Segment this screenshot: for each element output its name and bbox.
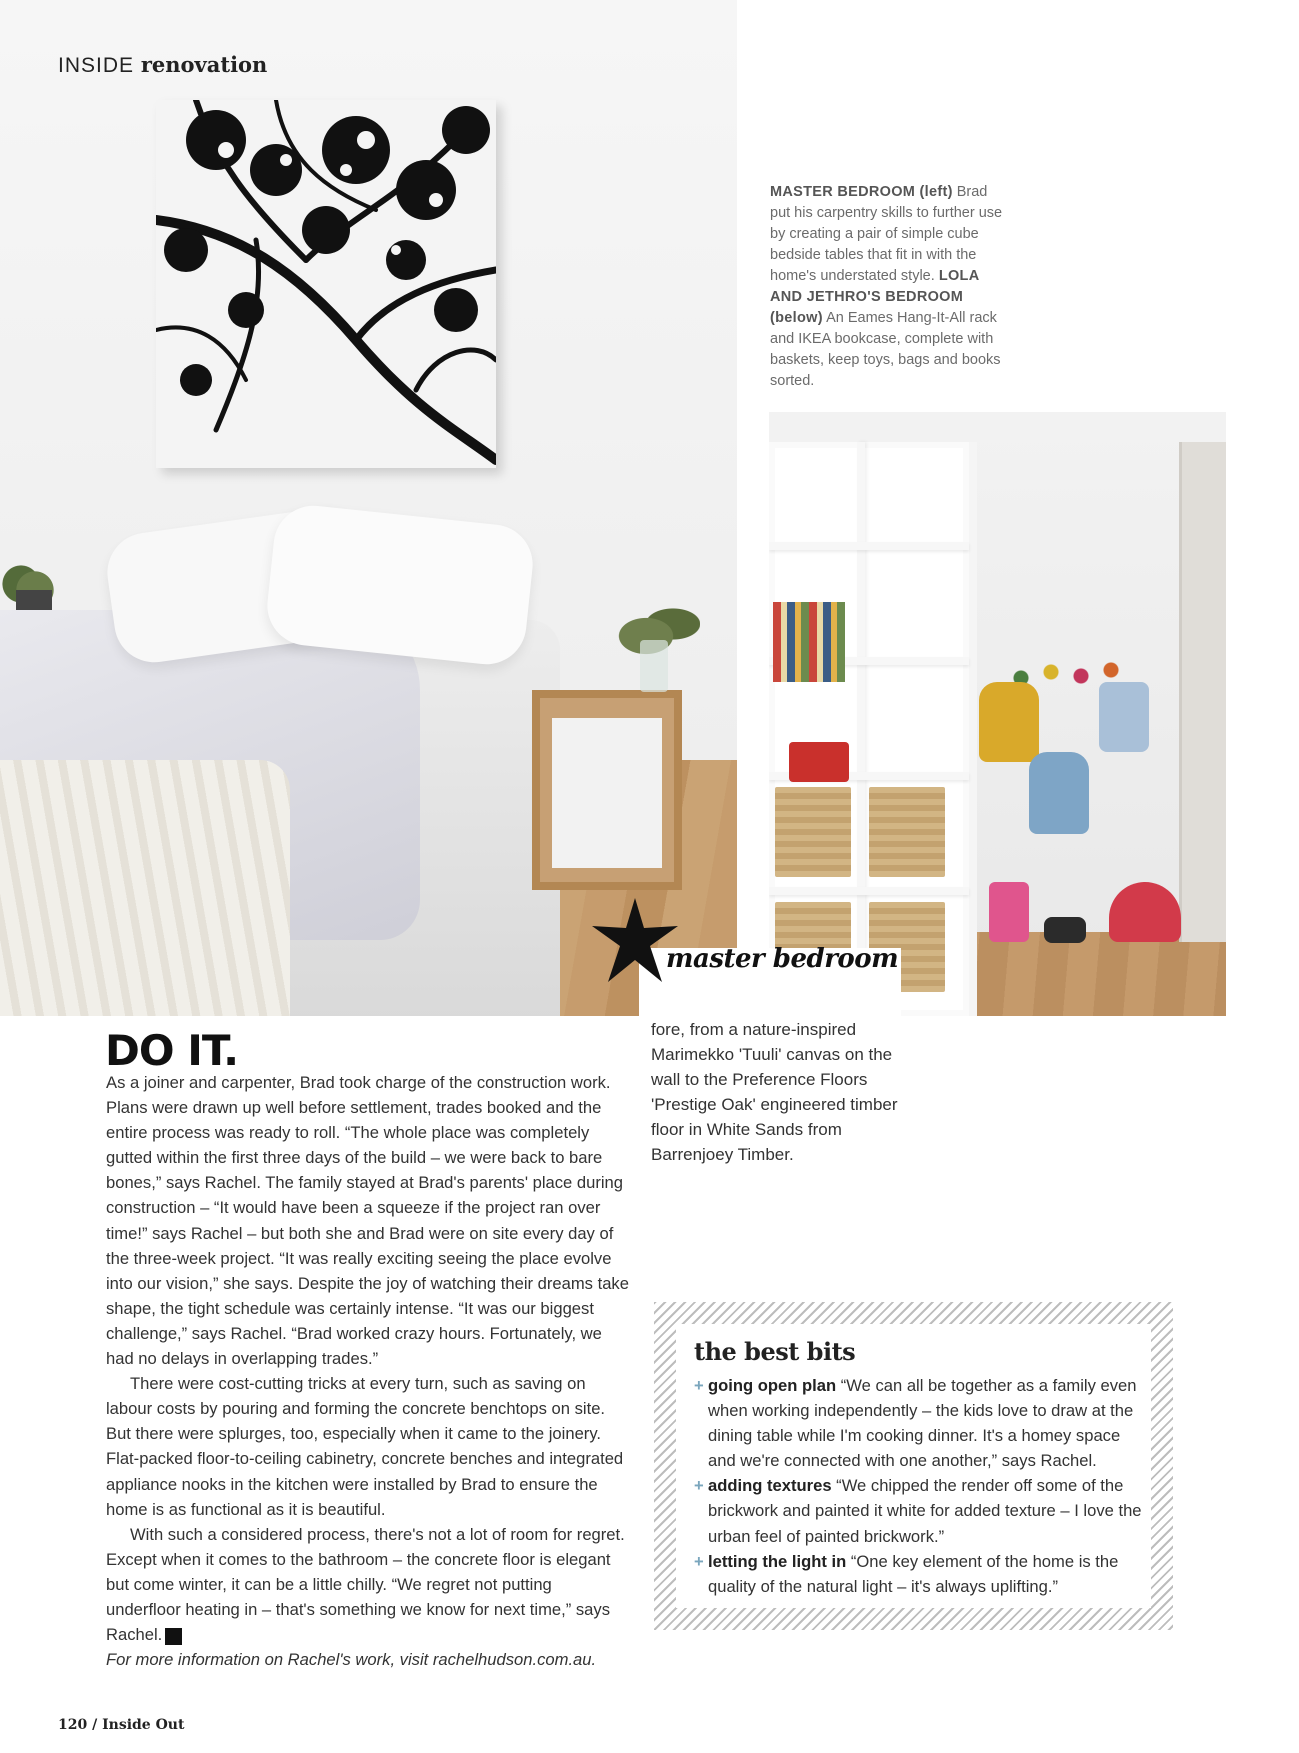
- pillow: [263, 502, 536, 668]
- best-bits-text: “One key element of the home is the quality of the natural light – it's always uplifting.”: [708, 1551, 1119, 1596]
- kids-bedroom-photo: [769, 412, 1226, 1016]
- best-bits-lead: adding textures: [708, 1476, 832, 1496]
- section-name: renovation: [140, 52, 268, 77]
- caption-text-kids: An Eames Hang-It-All rack and IKEA bookcase, complete with baskets, keep toys, bags and books sorted.: [770, 310, 1001, 389]
- section-label: [58, 52, 267, 78]
- feature-tag-text: fore, from a nature-inspired Marimekko 'Tuuli' canvas on the wall to the Preference Floors 'Prestige Oak' engineered timber floor in White Sands from Barrenjoey Timber.: [651, 1020, 898, 1164]
- tree-canvas-artwork: [156, 100, 496, 468]
- best-bits-item: [694, 1373, 1144, 1473]
- section-prefix: INSIDE: [58, 54, 135, 77]
- best-bits-item: [694, 1473, 1144, 1548]
- best-bits-lead: going open plan: [708, 1376, 837, 1395]
- end-mark-icon: IO: [165, 1628, 182, 1645]
- plus-icon: +: [694, 1551, 704, 1571]
- cube-bedside-table: [532, 690, 682, 890]
- yellow-backpack: [979, 682, 1039, 762]
- best-bits-list: [694, 1373, 1144, 1599]
- knit-throw: [0, 760, 290, 1016]
- denim-jacket: [1099, 682, 1149, 752]
- article-body: [106, 1070, 631, 1672]
- doorway: [1179, 442, 1226, 942]
- bedside-table-opening: [552, 718, 662, 868]
- feature-tag-title: master bedroom: [666, 944, 899, 974]
- tree-branches-graphic: [156, 100, 496, 468]
- best-bits-title: the best bits: [694, 1337, 856, 1366]
- best-bits-lead: letting the light in: [708, 1551, 847, 1571]
- blue-backpack: [1029, 752, 1089, 834]
- bookcase-divider: [857, 442, 865, 1016]
- glass-vase: [640, 640, 668, 692]
- best-bits-text: “We chipped the render off some of the brickwork and painted it white for added texture – I love the urban feel of painted brickwork.”: [708, 1476, 1142, 1546]
- wicker-basket: [775, 787, 851, 877]
- plus-icon: +: [694, 1376, 704, 1395]
- ikea-bookcase: [769, 442, 977, 1016]
- bookcase-shelf: [769, 887, 969, 895]
- pink-gumboots: [989, 882, 1029, 942]
- best-bits-text: “We can all be together as a family even when working independently – the kids love to draw at the dining table while I'm cooking dinner. It's a homey space and we're connected with one another,” says Rachel.: [708, 1376, 1137, 1471]
- article-paragraph: As a joiner and carpenter, Brad took charge of the construction work. Plans were drawn up well before settlement, trades booked and the entire process was ready to roll. “The whole place was completely gutted within the first three days of the build – we were back to bare bones,” says Rachel. The family stayed at Brad's parents' place during construction – “It would have been a squeeze if the project ran over time!” says Rachel – but both she and Brad were on site every day of the three-week project. “It was really exciting seeing the place evolve into our vision,” she says. Despite the joy of watching their dreams take shape, the tight schedule was certainly intense. “It was our biggest challenge,” says Rachel. “Brad worked crazy hours. Fortunately, we had no delays in overlapping trades.”: [106, 1073, 629, 1369]
- caption-label-master: MASTER BEDROOM (left): [770, 184, 953, 200]
- books: [773, 602, 845, 682]
- article-heading: DO IT.: [105, 1026, 239, 1075]
- bookcase-shelf: [769, 542, 969, 550]
- master-bedroom-photo: [0, 0, 737, 1016]
- caption-label-kids: LOLA AND JETHRO'S BEDROOM (below): [770, 268, 979, 326]
- wicker-basket: [869, 787, 945, 877]
- plus-icon: +: [694, 1476, 704, 1496]
- article-paragraph: There were cost-cutting tricks at every turn, such as saving on labour costs by pouring and forming the concrete benchtops on site. But there were splurges, too, especially when it came to the joinery. Flat-packed floor-to-ceiling cabinetry, concrete benches and integrated appliance nooks in the kitchen were installed by Brad to ensure the home is as functional as it is beautiful.: [106, 1374, 624, 1519]
- sneakers: [1044, 917, 1086, 943]
- article-credit: For more information on Rachel's work, visit rachelhudson.com.au.: [106, 1650, 597, 1670]
- page-folio: 120 / Inside Out: [58, 1717, 185, 1733]
- photo-caption: [770, 182, 1010, 392]
- article-paragraph-text: With such a considered process, there's not a lot of room for regret. Except when it comes to the bathroom – the concrete floor is elegant but come winter, it can be a little chilly. “We regret not putting underfloor heating in – that's something we know for next time,” says Rachel.: [106, 1524, 625, 1645]
- toy-bus: [789, 742, 849, 782]
- caption-text-master: Brad put his carpentry skills to further use by creating a pair of simple cube bedside tables that fit in with the home's understated style.: [770, 184, 1003, 284]
- best-bits-item: [694, 1549, 1144, 1599]
- article-paragraph-final: [106, 1522, 631, 1647]
